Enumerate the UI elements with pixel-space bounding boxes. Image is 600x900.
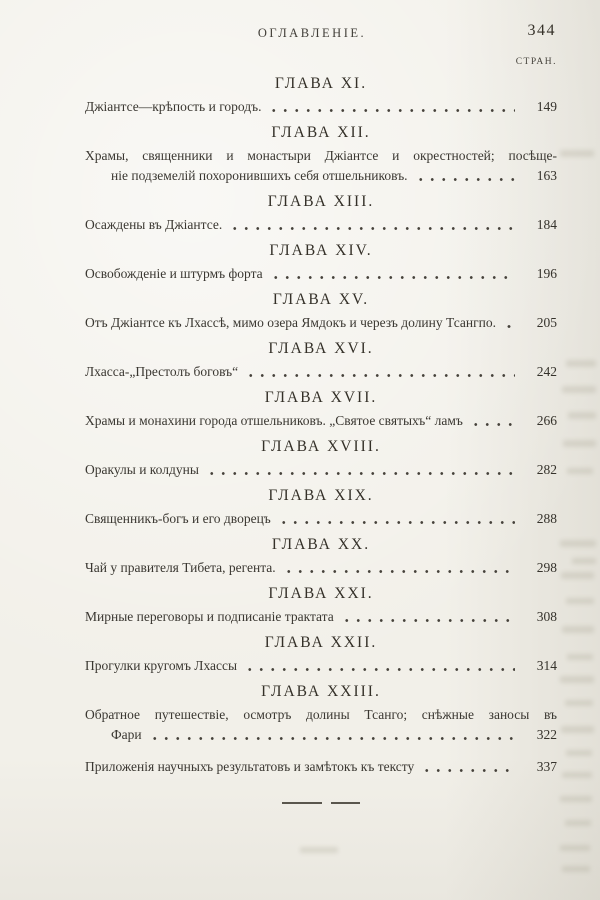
entry-page-number: 322 bbox=[536, 727, 557, 742]
show-through-mark bbox=[562, 866, 590, 872]
show-through-mark bbox=[560, 676, 594, 683]
toc-entry-text: Приложенія научныхъ результатовъ и замѣтокъ къ тексту bbox=[85, 759, 415, 774]
table-of-contents bbox=[85, 74, 557, 745]
toc-entry-text: Храмы и монахини города отшельниковъ. „Святое святыхъ“ ламъ bbox=[85, 413, 463, 428]
toc-entry-line bbox=[85, 166, 557, 186]
dot-leader bbox=[206, 460, 515, 480]
entry-page-number: 298 bbox=[536, 560, 557, 575]
chapter-heading: ГЛАВА XVIII. bbox=[261, 438, 381, 455]
chapter-heading: ГЛАВА XX. bbox=[271, 536, 371, 553]
chapter-heading: ГЛАВА XIV. bbox=[269, 242, 373, 259]
chapter-heading: ГЛАВА XIII. bbox=[267, 193, 375, 210]
divider-dash bbox=[331, 802, 360, 804]
toc-entry-line bbox=[85, 607, 557, 627]
entry-page-number: 196 bbox=[536, 266, 557, 281]
end-divider bbox=[85, 801, 557, 805]
show-through-mark bbox=[560, 796, 592, 802]
toc-entry-line bbox=[85, 460, 557, 480]
toc-entry-text: Оракулы и колдуны bbox=[85, 462, 199, 477]
divider-dash bbox=[282, 802, 322, 804]
show-through-mark bbox=[568, 412, 596, 419]
chapter-heading: ГЛАВА XI. bbox=[274, 75, 368, 92]
folio-page-number: 344 bbox=[527, 22, 556, 39]
show-through-mark bbox=[562, 626, 594, 633]
toc-entry-line bbox=[85, 558, 557, 578]
show-through-mark bbox=[562, 386, 596, 393]
show-through-mark bbox=[300, 847, 338, 853]
toc-entry-line bbox=[85, 725, 557, 745]
chapter-heading: ГЛАВА XVII. bbox=[264, 389, 378, 406]
entry-page-number: 337 bbox=[536, 759, 557, 774]
dot-leader bbox=[341, 607, 515, 627]
chapter-heading: ГЛАВА XXI. bbox=[268, 585, 374, 602]
entry-page-number: 288 bbox=[536, 511, 557, 526]
dot-leader bbox=[283, 558, 515, 578]
show-through-mark bbox=[561, 726, 594, 733]
chapter-heading: ГЛАВА XXIII. bbox=[261, 683, 381, 700]
entry-page-number: 163 bbox=[536, 168, 557, 183]
dot-leader bbox=[503, 313, 515, 333]
dot-leader bbox=[415, 166, 515, 186]
toc-entry-line bbox=[85, 411, 557, 431]
chapter-heading: ГЛАВА XXII. bbox=[264, 634, 378, 651]
toc-entry-text: Мирные переговоры и подписаніе трактата bbox=[85, 609, 334, 624]
dot-leader bbox=[245, 362, 515, 382]
show-through-mark bbox=[561, 572, 594, 579]
toc-entry-line bbox=[85, 313, 557, 333]
entry-page-number: 205 bbox=[536, 315, 557, 330]
toc-entry-text: Чай у правителя Тибета, регента. bbox=[85, 560, 276, 575]
dot-leader bbox=[229, 215, 515, 235]
toc-entry-line bbox=[85, 97, 557, 117]
show-through-mark bbox=[567, 654, 593, 660]
entry-page-number: 282 bbox=[536, 462, 557, 477]
chapter-heading: ГЛАВА XVI. bbox=[268, 340, 374, 357]
show-through-mark bbox=[567, 468, 593, 474]
entry-page-number: 242 bbox=[536, 364, 557, 379]
toc-entry-line bbox=[85, 509, 557, 529]
dot-leader bbox=[278, 509, 515, 529]
running-head bbox=[85, 24, 557, 42]
entry-page-number: 266 bbox=[536, 413, 557, 428]
dot-leader bbox=[270, 264, 515, 284]
show-through-mark bbox=[560, 540, 596, 547]
page-content bbox=[85, 24, 557, 805]
show-through-mark bbox=[563, 440, 596, 447]
toc-entry-text: Лхасса-„Престолъ боговъ“ bbox=[85, 364, 239, 379]
toc-entry-line: Храмы, священники и монастыри Джіантсе и окрестностей; посѣще- bbox=[85, 148, 557, 163]
dot-leader bbox=[149, 725, 515, 745]
show-through-mark bbox=[560, 150, 594, 157]
show-through-mark bbox=[566, 750, 592, 756]
chapter-heading: ГЛАВА XII. bbox=[271, 124, 371, 141]
toc-entry-line bbox=[85, 362, 557, 382]
show-through-mark bbox=[562, 772, 592, 778]
toc-entry-line bbox=[85, 264, 557, 284]
toc-entry-text: Освобожденіе и штурмъ форта bbox=[85, 266, 263, 281]
toc-entry-line bbox=[85, 656, 557, 676]
toc-entry-line bbox=[85, 757, 557, 777]
chapter-heading: ГЛАВА XV. bbox=[272, 291, 370, 308]
entry-page-number: 149 bbox=[536, 99, 557, 114]
dot-leader bbox=[470, 411, 515, 431]
entry-page-number: 314 bbox=[536, 658, 557, 673]
entry-page-number: 184 bbox=[536, 217, 557, 232]
page-column-label: СТРАН. bbox=[515, 57, 557, 67]
dot-leader bbox=[421, 757, 515, 777]
toc-entry-text: ніе подземелій похоронившихъ себя отшельниковъ. bbox=[111, 168, 408, 183]
show-through-mark bbox=[565, 700, 593, 706]
toc-entry-text: Священникъ-богъ и его дворецъ bbox=[85, 511, 271, 526]
show-through-mark bbox=[566, 598, 594, 604]
toc-entry-line: Обратное путешествіе, осмотръ долины Тсанго; снѣжные заносы въ bbox=[85, 707, 557, 722]
running-title: ОГЛАВЛЕНІЕ. bbox=[257, 26, 367, 40]
show-through-mark bbox=[566, 360, 596, 367]
show-through-mark bbox=[572, 558, 596, 564]
show-through-mark bbox=[560, 845, 590, 851]
toc-entry-text: Осаждены въ Джіантсе. bbox=[85, 217, 223, 232]
chapter-heading: ГЛАВА XIX. bbox=[268, 487, 374, 504]
entry-page-number: 308 bbox=[536, 609, 557, 624]
toc-entry-text: Джіантсе—крѣпость и городъ. bbox=[85, 99, 262, 114]
appendix-entry bbox=[85, 757, 557, 777]
toc-entry-text: Прогулки кругомъ Лхассы bbox=[85, 658, 238, 673]
dot-leader bbox=[244, 656, 515, 676]
show-through-mark bbox=[565, 820, 591, 826]
toc-entry-line bbox=[85, 215, 557, 235]
toc-entry-text: Фари bbox=[111, 727, 142, 742]
toc-entry-text: Отъ Джіантсе къ Лхассѣ, мимо озера Ямдокъ и черезъ долину Тсангпо. bbox=[85, 315, 496, 330]
dot-leader bbox=[268, 97, 515, 117]
